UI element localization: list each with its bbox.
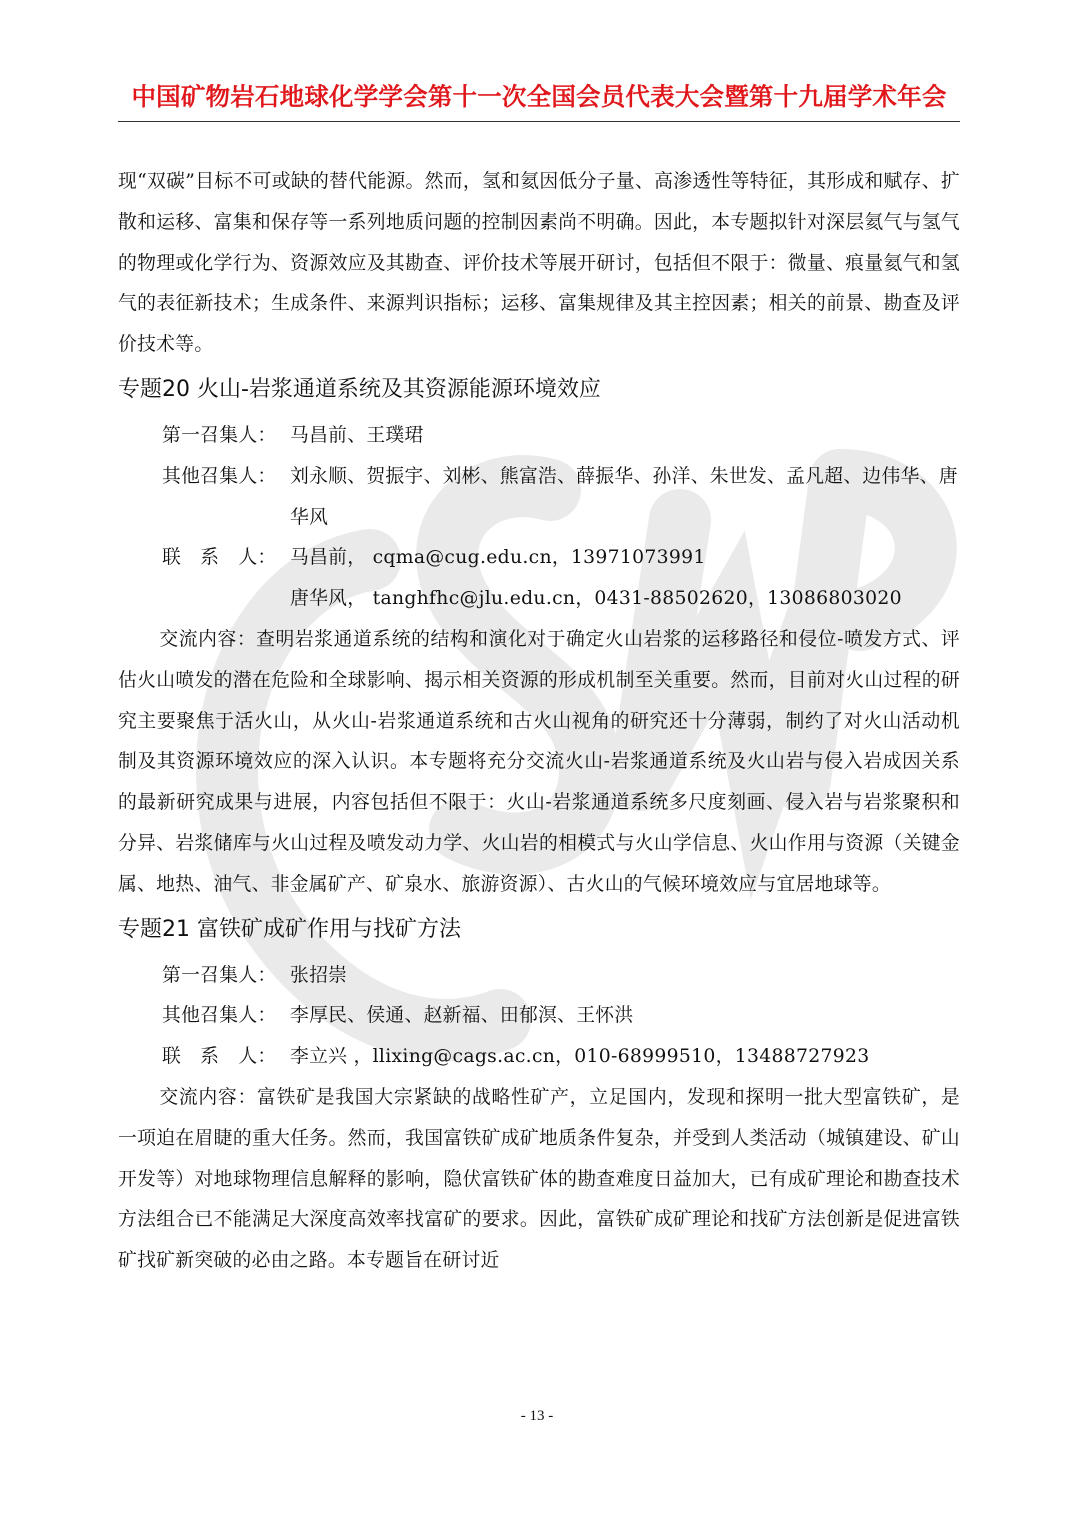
topic20-exchange: 交流内容：查明岩浆通道系统的结构和演化对于确定火山岩浆的运移路径和侵位-喷发方式、评估火山喷发的潜在危险和全球影响、揭示相关资源的形成机制至关重要。然而，目前对火山过程的研究主要聚焦于活火山，从火山-岩浆通道系统和古火山视角的研究还十分薄弱，制约了对火山活动机制及其资源环境效应的深入认识。本专题将充分交流火山-岩浆通道系统及火山岩与侵入岩成因关系的最新研究成果与进展，内容包括但不限于：火山-岩浆通道系统多尺度刻画、侵入岩与岩浆聚积和分异、岩浆储库与火山过程及喷发动力学、火山岩的相模式与火山学信息、火山作用与资源（关键金属、地热、油气、非金属矿产、矿泉水、旅游资源）、古火山的气候环境效应与宜居地球等。 [118,628,960,895]
svg-text:CSMPG: CSMPG [552,772,588,783]
contact-line-2: 唐华风， tanghfhc@jlu.edu.cn，0431-88502620，13086803020 [290,588,902,610]
contact-label: 联 系 人： [162,1046,277,1068]
other-conveners-label: 其他召集人： [162,1005,277,1027]
topic20-heading: 专题20 火山-岩浆通道系统及其资源能源环境效应 [118,376,601,402]
topic21-exchange: 交流内容：富铁矿是我国大宗紧缺的战略性矿产，立足国内，发现和探明一批大型富铁矿，是一项迫在眉睫的重大任务。然而，我国富铁矿成矿地质条件复杂，并受到人类活动（城镇建设、矿山开发等）对地球物理信息解释的影响，隐伏富铁矿体的勘查难度日益加大，已有成矿理论和勘查技术方法组合已不能满足大深度高效率找富矿的要求。因此，富铁矿成矿理论和找矿方法创新是促进富铁矿找矿新突破的必由之路。本专题旨在研讨近 [118,1086,960,1272]
contact-line-1: 李立兴 ，llixing@cags.ac.cn，010-68999510，13488727923 [290,1046,870,1068]
other-conveners-value: 李厚民、侯通、赵新福、田郁溟、王怀洪 [290,1005,634,1027]
other-conveners-value: 刘永顺、贺振宇、刘彬、熊富浩、薛振华、孙洋、朱世发、孟凡超、边伟华、唐华风 [290,465,958,528]
topic20-contact [162,538,960,620]
first-convener-value: 马昌前、王璞珺 [290,424,424,446]
topic21-other-conveners [162,996,960,1037]
conference-header: 中国矿物岩石地球化学学会第十一次全国会员代表大会暨第十九届学术年会 [131,82,947,111]
topic20-first-convener [162,416,960,457]
contact-label: 联 系 人： [162,547,277,569]
intro-paragraph: 现“双碳”目标不可或缺的替代能源。然而，氢和氦因低分子量、高渗透性等特征，其形成和赋存、扩散和运移、富集和保存等一系列地质问题的控制因素尚不明确。因此，本专题拟针对深层氦气与氢气的物理或化学行为、资源效应及其勘查、评价技术等展开研讨，包括但不限于：微量、痕量氦气和氢气的表征新技术；生成条件、来源判识指标；运移、富集规律及其主控因素；相关的前景、勘查及评价技术等。 [118,171,960,356]
page-number: - 13 - [520,1408,554,1424]
topic21-contact [162,1037,960,1078]
first-convener-label: 第一召集人： [162,964,277,986]
topic20-other-conveners [162,457,960,539]
header-divider [118,121,960,122]
contact-line-1: 马昌前， cqma@cug.edu.cn，13971073991 [290,547,706,569]
topic21-heading: 专题21 富铁矿成矿作用与找矿方法 [118,916,461,942]
topic21-first-convener [162,956,960,997]
main-content [118,162,960,1282]
first-convener-value: 张招崇 [290,964,348,986]
other-conveners-label: 其他召集人： [162,465,277,487]
first-convener-label: 第一召集人： [162,424,277,446]
